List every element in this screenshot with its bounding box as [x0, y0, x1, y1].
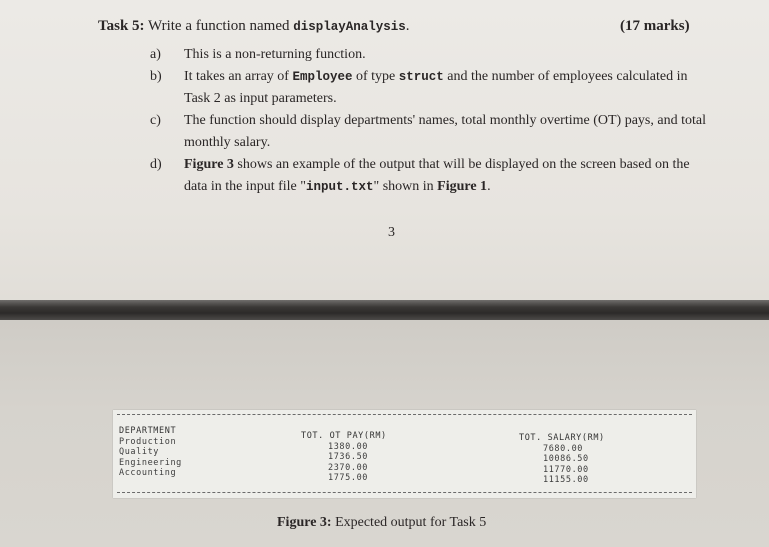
page-number: 3 — [388, 225, 395, 240]
ot-pay-cell: 1736.50 — [328, 452, 369, 462]
figure-caption — [277, 515, 486, 531]
department-cell: Production — [119, 436, 177, 447]
item-text-part: It takes an array of — [184, 69, 289, 84]
item-a — [150, 44, 710, 66]
ot-pay-cell: 2370.00 — [328, 462, 369, 473]
code-input-file: input.txt — [305, 180, 374, 194]
task-label: Task 5: — [98, 18, 145, 34]
task-title — [98, 18, 410, 35]
item-text-part: . — [487, 179, 491, 194]
item-text: This is a non-returning function. — [184, 47, 366, 62]
department-cell: Quality — [119, 447, 160, 457]
task-period: . — [405, 18, 410, 34]
salary-header: TOT. SALARY(RM) — [519, 433, 605, 443]
salary-column — [519, 433, 605, 486]
code-employee: Employee — [292, 70, 353, 84]
salary-cell: 11155.00 — [543, 475, 589, 485]
item-letter: a) — [150, 47, 161, 62]
item-c — [150, 110, 710, 154]
item-text-part: of type — [355, 69, 396, 84]
ot-pay-column — [301, 431, 387, 484]
department-header: DEPARTMENT — [119, 426, 177, 436]
code-struct: struct — [398, 70, 444, 84]
item-text — [184, 66, 710, 110]
task-intro: Write a function named — [148, 18, 290, 34]
salary-cell: 7680.00 — [543, 443, 584, 454]
ot-pay-cell: 1775.00 — [328, 473, 369, 483]
ot-pay-header: TOT. OT PAY(RM) — [301, 431, 387, 441]
item-letter: c) — [150, 113, 161, 128]
item-letter: b) — [150, 69, 162, 84]
item-text-part: " shown in — [373, 179, 434, 194]
console-output — [113, 410, 696, 498]
figure-ref: Figure 3 — [184, 157, 234, 172]
salary-cell: 11770.00 — [543, 464, 589, 475]
salary-cell: 10086.50 — [543, 454, 589, 464]
item-d — [150, 154, 710, 198]
ot-pay-cell: 1380.00 — [328, 441, 369, 452]
item-text-part: and the number of employees calculated in Task 2 as input parameters. — [184, 69, 688, 106]
caption-label: Figure 3: — [277, 515, 332, 530]
function-name: displayAnalysis — [293, 20, 406, 34]
item-text — [184, 154, 710, 198]
dashed-line-bottom — [117, 492, 692, 493]
department-cell: Engineering — [119, 457, 182, 468]
item-letter: d) — [150, 157, 162, 172]
page-divider — [0, 300, 769, 320]
department-cell: Accounting — [119, 468, 177, 478]
department-column — [119, 426, 182, 479]
figure-ref: Figure 1 — [437, 179, 488, 194]
caption-text: Expected output for Task 5 — [335, 515, 487, 530]
item-text-part: shows an example of the output that will be displayed on the screen based on the data in the input file " — [184, 157, 690, 194]
item-text: The function should display departments' names, total monthly overtime (OT) pays, and total monthly salary. — [184, 113, 706, 150]
dashed-line-top — [117, 414, 692, 415]
item-b — [150, 66, 710, 110]
task-marks: (17 marks) — [620, 18, 690, 34]
